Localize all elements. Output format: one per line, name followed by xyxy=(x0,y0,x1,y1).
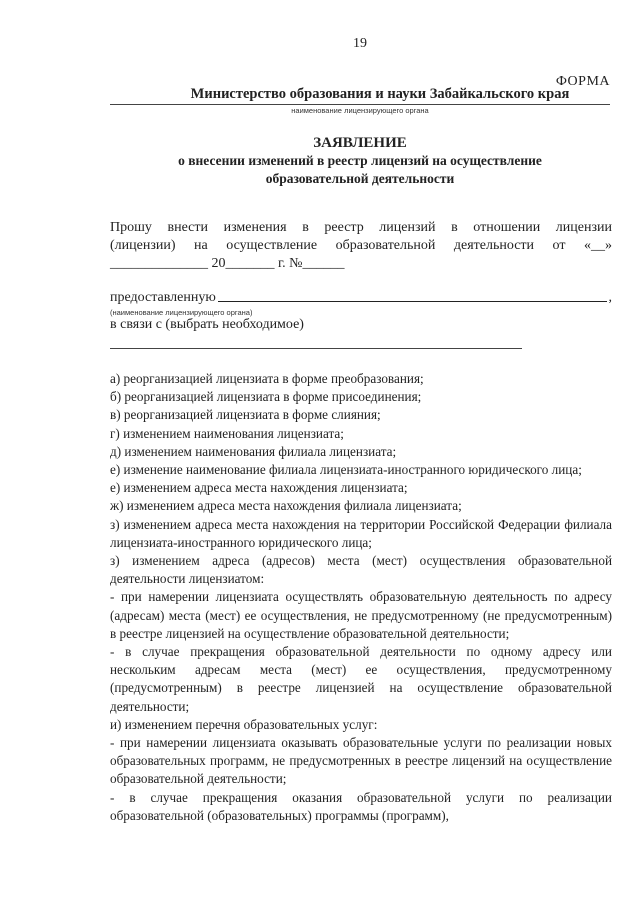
reason-blank-line xyxy=(110,348,522,349)
ministry-underline xyxy=(110,104,610,105)
list-item: е) изменением адреса места нахождения лицензиата; xyxy=(110,480,408,496)
provided-row xyxy=(110,290,612,306)
list-item: б) реорганизацией лицензиата в форме присоединения; xyxy=(110,389,422,405)
ministry-name: Министерство образования и науки Забайкальского края xyxy=(190,86,570,102)
ministry-caption: наименование лицензирующего органа xyxy=(291,106,429,115)
list-item: г) изменением наименования лицензиата; xyxy=(110,425,344,441)
reason-list xyxy=(110,370,612,825)
document-subtitle-line-2: образовательной деятельности xyxy=(265,171,455,186)
provided-blank xyxy=(218,300,607,302)
page-number: 19 xyxy=(353,36,367,51)
list-item: з) изменением адреса места нахождения на территории Российской Федерации филиала лицензиата-иностранного юридического лица; xyxy=(110,516,612,550)
list-item: - в случае прекращения оказания образовательной услуги по реализации образовательной (образовательных) программы (программ), xyxy=(110,789,612,823)
list-item: - при намерении лицензиата оказывать образовательные услуги по реализации новых образовательных программ, не предусмотренных в реестре лицензий на осуществление образовательной деятельности; xyxy=(110,735,612,787)
list-item: и) изменением перечня образовательных услуг: xyxy=(110,716,378,732)
provided-end: , xyxy=(608,290,612,305)
form-label: ФОРМА xyxy=(555,74,610,89)
list-item: а) реорганизацией лицензиата в форме преобразования; xyxy=(110,371,424,386)
request-line-2: (лицензии) на осуществление образовательной деятельности от «__» xyxy=(110,238,612,253)
document-subtitle-line-1: о внесении изменений в реестр лицензий на осуществление xyxy=(178,153,542,168)
document-title: ЗАЯВЛЕНИЕ xyxy=(313,135,407,151)
request-line-1: Прошу внести изменения в реестр лицензий в отношении лицензии xyxy=(110,220,612,235)
list-item: ж) изменением адреса места нахождения филиала лицензиата; xyxy=(110,498,462,514)
list-item: - в случае прекращения образовательной деятельности по одному адресу или нескольким адресам места (мест) ее осуществления, предусмотренному (предусмотренным) в реестре лицензией на осуществление образовательной деятельности; xyxy=(110,644,612,714)
list-item: - при намерении лицензиата осуществлять образовательную деятельность по адресу (адресам) места (мест) ее осуществления, не предусмотренному (не предусмотренным) в реестре лицензией на осуществление образовательной деятельности; xyxy=(110,589,612,641)
reason-label: в связи с (выбрать необходимое) xyxy=(110,317,304,332)
request-line-3: ______________ 20_______ г. №______ xyxy=(110,256,345,271)
list-item: д) изменением наименования филиала лицензиата; xyxy=(110,443,397,459)
provided-label: предоставленную xyxy=(110,290,216,305)
list-item: е) изменение наименование филиала лицензиата-иностранного юридического лица; xyxy=(110,462,582,478)
list-item: з) изменением адреса (адресов) места (мест) осуществления образовательной деятельности лицензиатом: xyxy=(110,553,612,587)
list-item: в) реорганизацией лицензиата в форме слияния; xyxy=(110,407,381,423)
provided-caption: (наименование лицензирующего органа) xyxy=(110,308,253,317)
